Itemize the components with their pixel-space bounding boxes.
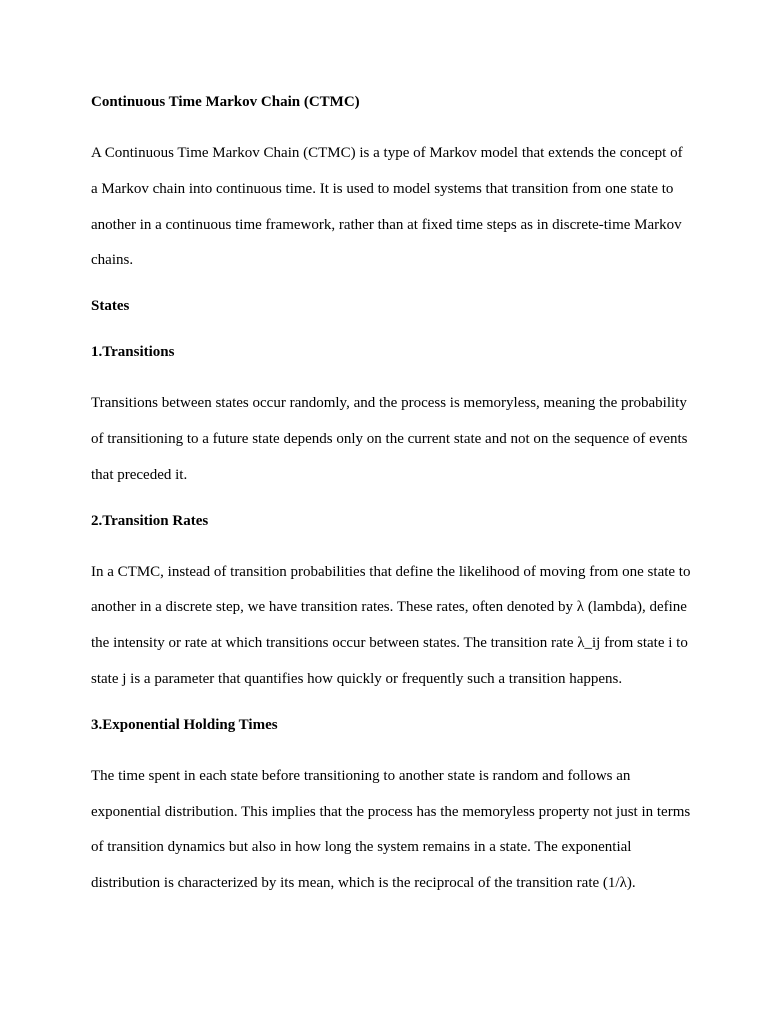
section-heading-exponential-holding-times: 3.Exponential Holding Times xyxy=(91,716,278,733)
intro-paragraph: A Continuous Time Markov Chain (CTMC) is a type of Markov model that extends the concept of a Markov chain into continuous time. It is used to model systems that transition from one state to another in a continuous time framework, rather than at fixed time steps as in discrete-time Markov chains. xyxy=(91,145,683,269)
document-page xyxy=(91,90,691,917)
states-heading: States xyxy=(91,298,130,315)
section-heading-transition-rates: 2.Transition Rates xyxy=(91,512,209,529)
document-title: Continuous Time Markov Chain (CTMC) xyxy=(91,94,360,110)
section-body-transitions: Transitions between states occur randomly, and the process is memoryless, meaning the probability of transitioning to a future state depends only on the current state and not on the sequence of events that preceded it. xyxy=(91,395,688,483)
section-heading-transitions: 1.Transitions xyxy=(91,344,175,361)
section-body-transition-rates: In a CTMC, instead of transition probabilities that define the likelihood of moving from one state to another in a discrete step, we have transition rates. These rates, often denoted by λ (lambda), define the intensity or rate at which transitions occur between states. The transition rate λ_ij from state i to state j is a parameter that quantifies how quickly or frequently such a transition happens. xyxy=(91,563,691,687)
section-body-exponential-holding-times: The time spent in each state before transitioning to another state is random and follows an exponential distribution. This implies that the process has the memoryless property not just in terms of transition dynamics but also in how long the system remains in a state. The exponential distribution is characterized by its mean, which is the reciprocal of the transition rate (1/λ). xyxy=(91,767,691,892)
